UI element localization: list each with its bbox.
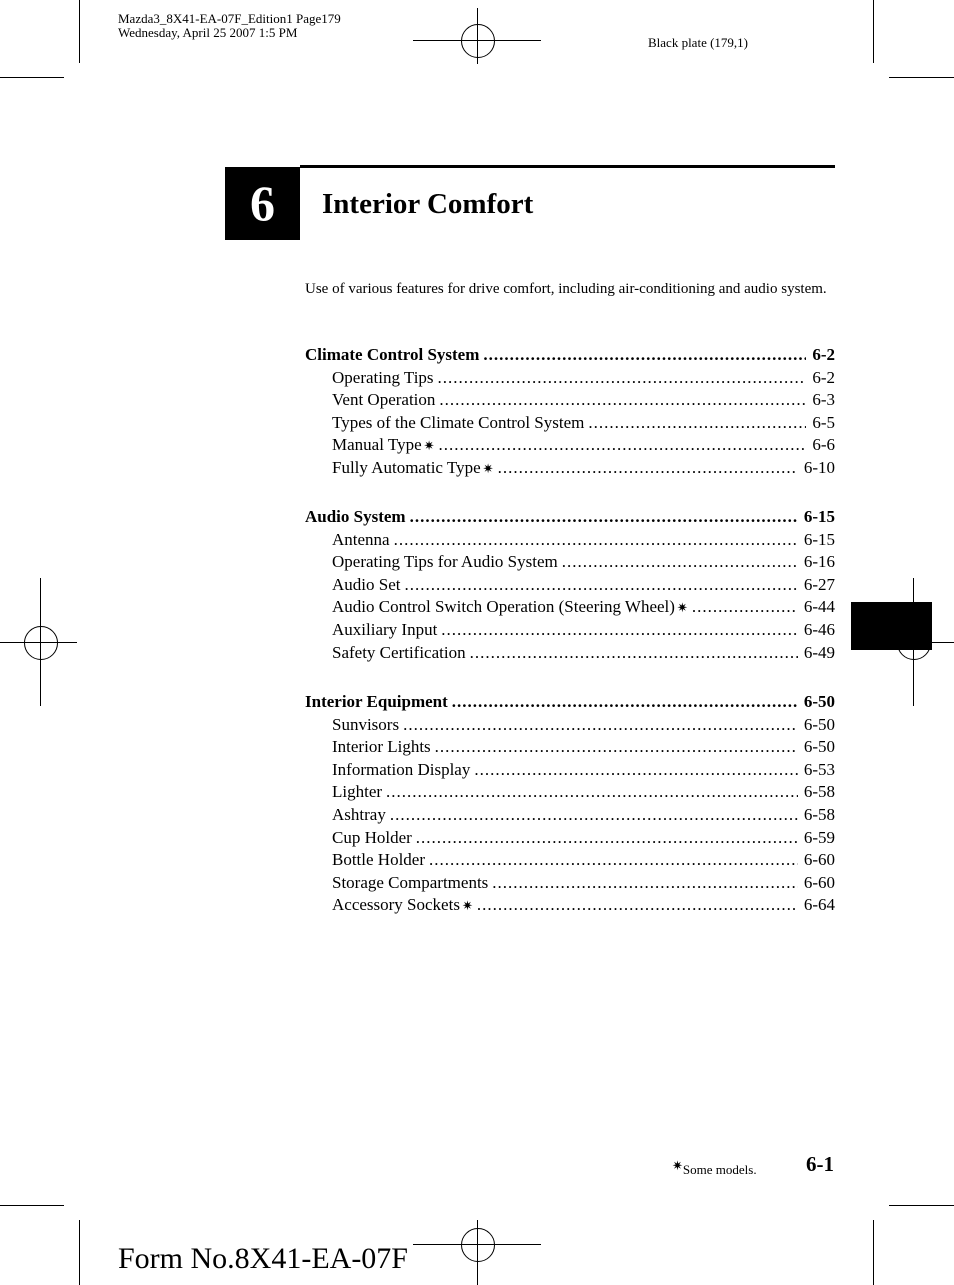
toc-page-number: 6-49	[803, 642, 835, 662]
toc-entry-label: Accessory Sockets	[332, 895, 460, 915]
footnote-text: Some models.	[682, 1162, 757, 1177]
toc-section-heading[interactable]	[305, 344, 835, 367]
dot-leader	[483, 344, 806, 367]
toc-page-number: 6-58	[803, 804, 835, 824]
toc-entry[interactable]	[305, 434, 835, 457]
toc-entry[interactable]	[305, 551, 835, 574]
toc-entry[interactable]	[305, 849, 835, 872]
print-file-name: Mazda3_8X41-EA-07F_Edition1 Page179	[118, 11, 341, 26]
toc-page-number: 6-46	[803, 619, 835, 639]
toc-entry-label: Audio Control Switch Operation (Steering Wheel)	[332, 597, 675, 617]
toc-section-audio	[305, 506, 835, 664]
some-models-star-icon: ✷	[482, 460, 494, 476]
toc-entry-label: Lighter	[332, 782, 383, 802]
toc-section-climate	[305, 344, 835, 480]
dot-leader	[452, 691, 798, 714]
dot-leader	[474, 759, 797, 782]
dot-leader	[492, 872, 798, 895]
toc-entry[interactable]	[305, 642, 835, 665]
toc-page-number: 6-50	[803, 737, 835, 757]
toc-entry-label: Climate Control System	[305, 345, 480, 364]
toc-page-number: 6-6	[812, 435, 835, 455]
dot-leader	[386, 781, 798, 804]
toc-page-number: 6-10	[803, 457, 835, 477]
dot-leader	[588, 412, 806, 435]
toc-page-number: 6-5	[812, 412, 835, 432]
toc-page-number: 6-50	[803, 692, 835, 711]
chapter-number: 6	[225, 167, 300, 240]
print-date: Wednesday, April 25 2007 1:5 PM	[118, 25, 298, 40]
toc-page-number: 6-60	[803, 872, 835, 892]
toc-entry-label: Ashtray	[332, 804, 386, 824]
footnote-star-icon: ✷	[672, 1158, 683, 1173]
toc-entry[interactable]	[305, 619, 835, 642]
toc-entry-label: Antenna	[332, 529, 390, 549]
dot-leader	[429, 849, 798, 872]
toc-entry[interactable]	[305, 714, 835, 737]
toc-entry-label: Auxiliary Input	[332, 619, 438, 639]
footnote	[672, 1158, 757, 1178]
toc-entry-label: Audio Set	[332, 574, 401, 594]
chapter-title: Interior Comfort	[322, 188, 534, 220]
dot-leader	[562, 551, 798, 574]
toc-entry-label: Interior Equipment	[305, 692, 448, 711]
dot-leader	[692, 596, 798, 619]
toc-entry-label: Manual Type	[332, 435, 422, 455]
toc-page-number: 6-53	[803, 759, 835, 779]
toc-entry[interactable]	[305, 827, 835, 850]
dot-leader	[438, 367, 807, 390]
toc-page-number: 6-27	[803, 574, 835, 594]
toc-entry-label: Bottle Holder	[332, 850, 426, 870]
toc-page-number: 6-16	[803, 552, 835, 572]
toc-section-heading[interactable]	[305, 506, 835, 529]
toc-page-number: 6-50	[803, 714, 835, 734]
toc-page-number: 6-59	[803, 827, 835, 847]
toc-entry-label: Audio System	[305, 507, 406, 526]
black-plate-label: Black plate (179,1)	[648, 35, 748, 50]
some-models-star-icon: ✷	[461, 898, 473, 914]
dot-leader	[441, 619, 798, 642]
chapter-rule	[300, 165, 835, 168]
toc-section-heading[interactable]	[305, 691, 835, 714]
toc-entry-label: Operating Tips for Audio System	[332, 552, 558, 572]
toc-entry[interactable]	[305, 781, 835, 804]
toc-entry[interactable]	[305, 872, 835, 895]
toc-page-number: 6-64	[803, 895, 835, 915]
toc-entry-label: Types of the Climate Control System	[332, 412, 585, 432]
dot-leader	[416, 827, 798, 850]
toc-entry-label: Storage Compartments	[332, 872, 489, 892]
toc-entry-label: Operating Tips	[332, 367, 434, 387]
toc-page-number: 6-2	[812, 367, 835, 387]
toc-page-number: 6-3	[812, 390, 835, 410]
dot-leader	[390, 804, 798, 827]
dot-leader	[403, 714, 798, 737]
dot-leader	[477, 894, 798, 917]
toc-entry[interactable]	[305, 529, 835, 552]
chapter-thumb-tab	[851, 602, 932, 650]
toc-entry[interactable]	[305, 574, 835, 597]
dot-leader	[439, 389, 806, 412]
dot-leader	[439, 434, 807, 457]
toc-page-number: 6-15	[803, 529, 835, 549]
toc-entry[interactable]	[305, 412, 835, 435]
dot-leader	[410, 506, 798, 529]
toc-section-interior	[305, 691, 835, 917]
toc-entry-label: Vent Operation	[332, 390, 436, 410]
dot-leader	[394, 529, 798, 552]
page-number: 6-1	[806, 1152, 834, 1176]
toc-entry[interactable]	[305, 759, 835, 782]
toc-entry-label: Fully Automatic Type	[332, 457, 481, 477]
dot-leader	[470, 642, 798, 665]
toc-entry[interactable]	[305, 736, 835, 759]
print-file-info	[118, 12, 341, 40]
toc-page-number: 6-44	[803, 597, 835, 617]
toc-entry[interactable]	[305, 457, 835, 480]
toc-entry[interactable]	[305, 894, 835, 917]
toc-entry[interactable]	[305, 389, 835, 412]
toc-page-number: 6-60	[803, 850, 835, 870]
some-models-star-icon: ✷	[676, 600, 688, 616]
chapter-intro: Use of various features for drive comfort, including air-conditioning and audio system.	[305, 281, 827, 297]
dot-leader	[435, 736, 798, 759]
toc-page-number: 6-15	[803, 507, 835, 526]
toc-page-number: 6-58	[803, 782, 835, 802]
toc-entry-label: Sunvisors	[332, 714, 400, 734]
toc-page-number: 6-2	[812, 345, 835, 364]
toc-entry-label: Information Display	[332, 759, 471, 779]
form-number: Form No.8X41-EA-07F	[118, 1242, 408, 1275]
toc-entry[interactable]	[305, 596, 835, 619]
toc-entry-label: Cup Holder	[332, 827, 412, 847]
toc-entry-label: Interior Lights	[332, 737, 431, 757]
some-models-star-icon: ✷	[423, 438, 435, 454]
dot-leader	[498, 457, 798, 480]
toc-entry-label: Safety Certification	[332, 642, 466, 662]
toc-entry[interactable]	[305, 367, 835, 390]
dot-leader	[404, 574, 797, 597]
toc-entry[interactable]	[305, 804, 835, 827]
